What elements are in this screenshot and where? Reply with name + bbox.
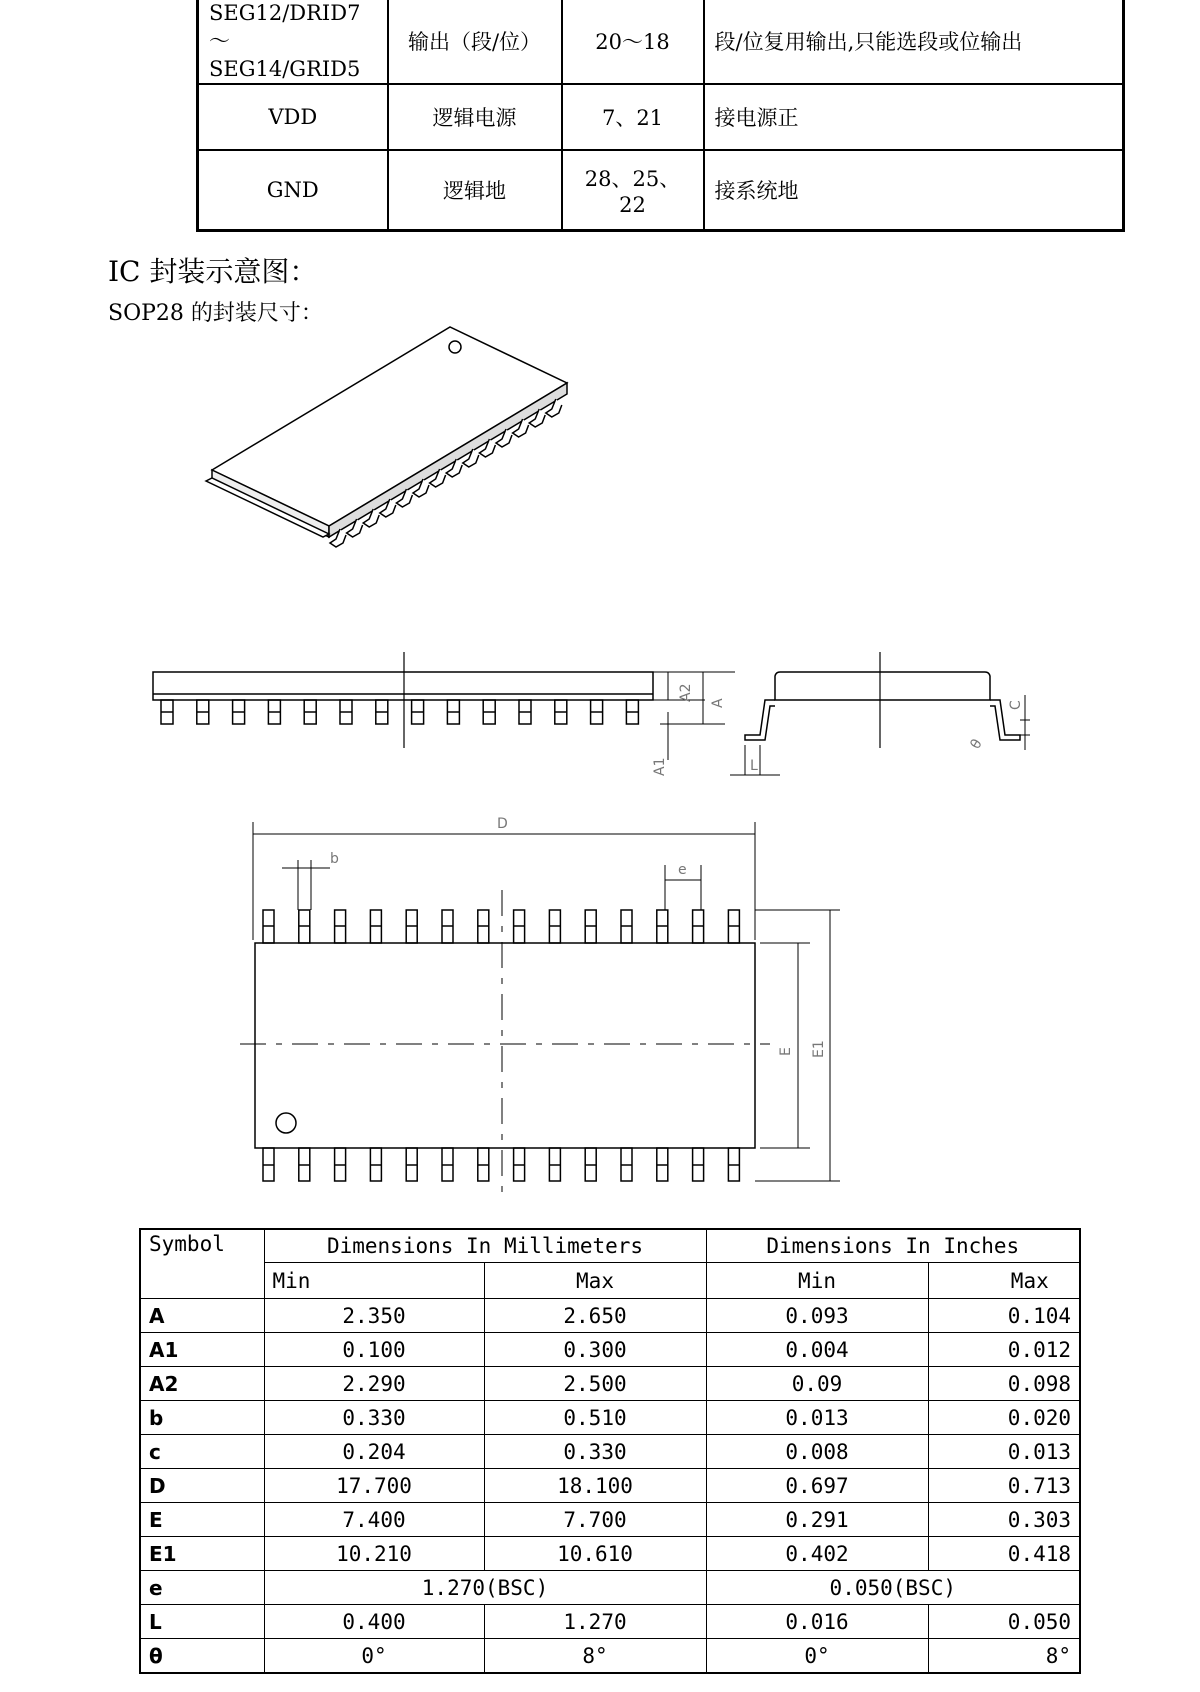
lead-top [549, 910, 560, 943]
lead-side [447, 700, 459, 724]
lead-bottom [728, 1148, 739, 1181]
lead-bottom [263, 1148, 274, 1181]
dim-label-a1: A1 [652, 757, 668, 776]
in-min-cell: 0.016 [706, 1605, 928, 1639]
lead-top [370, 910, 381, 943]
in-min-cell: 0.291 [706, 1503, 928, 1537]
mm-min-cell: 10.210 [264, 1537, 484, 1571]
lead-side [161, 700, 173, 724]
mm-min-cell: 7.400 [264, 1503, 484, 1537]
lead-bottom [442, 1148, 453, 1181]
mm-min-cell: 0° [264, 1639, 484, 1674]
mm-min-cell: 0.100 [264, 1333, 484, 1367]
symbol-cell: e [140, 1571, 264, 1605]
pin-function: 接电源正 [704, 84, 1124, 150]
table-row [140, 1367, 1080, 1401]
lead-top [693, 910, 704, 943]
top-view [240, 822, 840, 1200]
in-min-cell: 0.004 [706, 1333, 928, 1367]
lead-top [621, 910, 632, 943]
mm-max-cell: 1.270 [484, 1605, 706, 1639]
lead-top [335, 910, 346, 943]
table-row [140, 1401, 1080, 1435]
in-max-cell: 0.104 [928, 1299, 1080, 1333]
dim-label-c: C [1008, 700, 1024, 710]
table-row [140, 1639, 1080, 1674]
header-mm-min: Min [264, 1263, 484, 1299]
section-title: IC 封装示意图： [108, 255, 318, 288]
in-max-cell: 0.012 [928, 1333, 1080, 1367]
mm-min-cell: 0.400 [264, 1605, 484, 1639]
lead-bottom [299, 1148, 310, 1181]
lead-side [412, 700, 424, 724]
in-min-cell: 0.008 [706, 1435, 928, 1469]
header-millimeters: Dimensions In Millimeters [264, 1229, 706, 1263]
pin-name: SEG12/DRID7 ～ SEG14/GRID5 [198, 0, 388, 84]
header-symbol: Symbol [140, 1229, 264, 1299]
side-view [153, 652, 735, 760]
table-row [140, 1333, 1080, 1367]
mm-max-cell: 0.330 [484, 1435, 706, 1469]
table-row [140, 1469, 1080, 1503]
isometric-package-view [206, 327, 567, 547]
lead-side [519, 700, 531, 724]
lead-top [585, 910, 596, 943]
in-bsc-cell: 0.050(BSC) [706, 1571, 1080, 1605]
pin-numbers: 7、21 [562, 84, 704, 150]
in-max-cell: 0.303 [928, 1503, 1080, 1537]
lead-top [299, 910, 310, 943]
in-max-cell: 0.098 [928, 1367, 1080, 1401]
in-min-cell: 0° [706, 1639, 928, 1674]
in-max-cell: 0.713 [928, 1469, 1080, 1503]
pin-numbers: 28、25、22 [562, 150, 704, 230]
header-row [140, 1229, 1080, 1263]
symbol-cell: b [140, 1401, 264, 1435]
lead-side [268, 700, 280, 724]
lead-bottom [657, 1148, 668, 1181]
in-min-cell: 0.09 [706, 1367, 928, 1401]
header-in-max: Max [928, 1263, 1080, 1299]
symbol-cell: D [140, 1469, 264, 1503]
pin-numbers: 20～18 [562, 0, 704, 84]
pin-function: 接系统地 [704, 150, 1124, 230]
dim-label-e1: E1 [811, 1040, 827, 1058]
symbol-cell: c [140, 1435, 264, 1469]
lead-bottom [478, 1148, 489, 1181]
pin-name: VDD [198, 84, 388, 150]
mm-max-cell: 0.300 [484, 1333, 706, 1367]
table-row [140, 1435, 1080, 1469]
mm-min-cell: 0.204 [264, 1435, 484, 1469]
lead-bottom [335, 1148, 346, 1181]
lead-top [263, 910, 274, 943]
section-subtitle: SOP28 的封装尺寸： [108, 301, 323, 326]
lead-bottom [621, 1148, 632, 1181]
lead-side [340, 700, 352, 724]
symbol-cell: E1 [140, 1537, 264, 1571]
symbol-cell: A [140, 1299, 264, 1333]
dim-label-a: A [710, 698, 726, 708]
pin-function: 段/位复用输出,只能选段或位输出 [704, 0, 1124, 84]
lead-side [626, 700, 638, 724]
table-row [140, 1503, 1080, 1537]
lead-top [657, 910, 668, 943]
mm-max-cell: 18.100 [484, 1469, 706, 1503]
in-min-cell: 0.697 [706, 1469, 928, 1503]
mm-max-cell: 0.510 [484, 1401, 706, 1435]
lead-bottom [406, 1148, 417, 1181]
pin-name: GND [198, 150, 388, 230]
lead-side [555, 700, 567, 724]
mm-min-cell: 17.700 [264, 1469, 484, 1503]
lead-bottom [514, 1148, 525, 1181]
in-max-cell: 0.050 [928, 1605, 1080, 1639]
lead-top [514, 910, 525, 943]
pin-type: 逻辑地 [388, 150, 562, 230]
header-inches: Dimensions In Inches [706, 1229, 1080, 1263]
header-in-min: Min [706, 1263, 928, 1299]
table-row [140, 1537, 1080, 1571]
lead-side [233, 700, 245, 724]
dim-label-b: b [330, 851, 339, 867]
lead-side [591, 700, 603, 724]
lead-side [304, 700, 316, 724]
in-max-cell: 0.418 [928, 1537, 1080, 1571]
header-mm-max: Max [484, 1263, 706, 1299]
end-view [730, 652, 1030, 775]
lead-bottom [370, 1148, 381, 1181]
lead-bottom [693, 1148, 704, 1181]
dim-label-d: D [497, 816, 508, 832]
lead-top [478, 910, 489, 943]
dim-label-theta: θ [967, 736, 986, 752]
table-row [140, 1571, 1080, 1605]
mm-max-cell: 10.610 [484, 1537, 706, 1571]
lead-side [483, 700, 495, 724]
lead-top [728, 910, 739, 943]
in-max-cell: 0.020 [928, 1401, 1080, 1435]
mm-max-cell: 2.650 [484, 1299, 706, 1333]
dim-label-a2: A2 [678, 683, 694, 702]
pin-type: 输出（段/位） [388, 0, 562, 84]
symbol-cell: A1 [140, 1333, 264, 1367]
mm-min-cell: 0.330 [264, 1401, 484, 1435]
table-row [140, 1299, 1080, 1333]
mm-max-cell: 2.500 [484, 1367, 706, 1401]
lead-top [406, 910, 417, 943]
mm-min-cell: 2.350 [264, 1299, 484, 1333]
mm-max-cell: 8° [484, 1639, 706, 1674]
mm-bsc-cell: 1.270(BSC) [264, 1571, 706, 1605]
symbol-cell: A2 [140, 1367, 264, 1401]
in-min-cell: 0.013 [706, 1401, 928, 1435]
lead-top [442, 910, 453, 943]
dimension-table [139, 1228, 1081, 1674]
table-row [140, 1605, 1080, 1639]
pin-type: 逻辑电源 [388, 84, 562, 150]
lead-bottom [585, 1148, 596, 1181]
lead-side [376, 700, 388, 724]
lead-bottom [549, 1148, 560, 1181]
in-min-cell: 0.402 [706, 1537, 928, 1571]
in-min-cell: 0.093 [706, 1299, 928, 1333]
mm-min-cell: 2.290 [264, 1367, 484, 1401]
subheader-row [140, 1263, 1080, 1299]
lead-side [197, 700, 209, 724]
in-max-cell: 8° [928, 1639, 1080, 1674]
in-max-cell: 0.013 [928, 1435, 1080, 1469]
dim-label-big-e: E [778, 1047, 794, 1056]
dim-label-e: e [678, 862, 687, 878]
mm-max-cell: 7.700 [484, 1503, 706, 1537]
dim-label-l: L [750, 758, 758, 774]
symbol-cell: L [140, 1605, 264, 1639]
symbol-cell: E [140, 1503, 264, 1537]
symbol-cell: θ [140, 1639, 264, 1674]
